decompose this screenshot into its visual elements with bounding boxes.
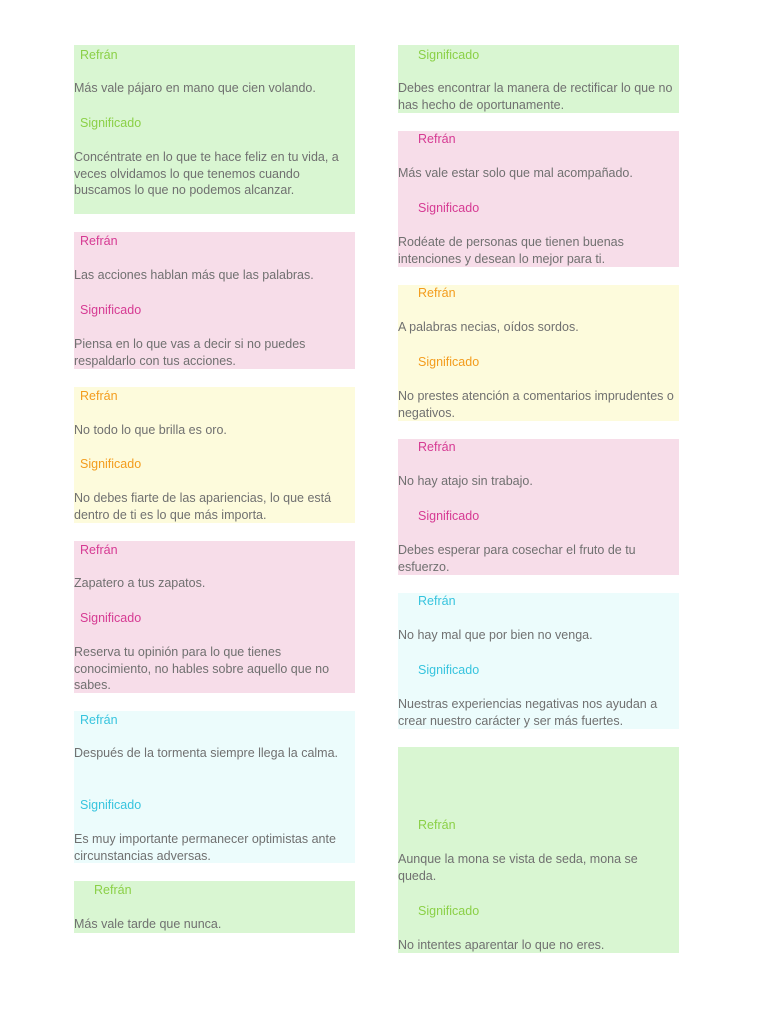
refran-label: Refrán <box>80 713 118 727</box>
significado-label: Significado <box>418 48 480 62</box>
meaning-text: Es muy importante permanecer optimistas ante circunstancias adversas. <box>74 832 336 863</box>
proverb-text: Más vale pájaro en mano que cien volando. <box>74 81 316 95</box>
significado-label: Significado <box>418 355 480 369</box>
meaning-text: No prestes atención a comentarios imprudentes o negativos. <box>398 389 674 420</box>
proverb-card-cyan <box>398 593 679 729</box>
proverb-card-green <box>398 45 679 113</box>
proverb-text: No todo lo que brilla es oro. <box>74 423 227 437</box>
refran-label: Refrán <box>80 543 118 557</box>
proverb-text: Las acciones hablan más que las palabras. <box>74 268 314 282</box>
meaning-text: No debes fiarte de las apariencias, lo que está dentro de ti es lo que más importa. <box>74 491 332 522</box>
meaning-text: Debes esperar para cosechar el fruto de tu esfuerzo. <box>398 543 636 574</box>
significado-label: Significado <box>80 611 142 625</box>
proverb-card-pink <box>74 541 355 693</box>
proverb-text: Aunque la mona se vista de seda, mona se queda. <box>398 852 638 883</box>
proverb-card-cyan <box>74 711 355 863</box>
significado-label: Significado <box>80 798 142 812</box>
proverb-text: No hay mal que por bien no venga. <box>398 628 593 642</box>
refran-label: Refrán <box>80 234 118 248</box>
refran-label: Refrán <box>418 818 456 832</box>
meaning-text: Rodéate de personas que tienen buenas intenciones y desean lo mejor para ti. <box>398 235 624 266</box>
proverb-card-pink <box>398 131 679 267</box>
refran-label: Refrán <box>94 883 132 897</box>
significado-label: Significado <box>418 509 480 523</box>
refran-label: Refrán <box>80 48 118 62</box>
proverb-text: No hay atajo sin trabajo. <box>398 474 533 488</box>
significado-label: Significado <box>80 116 142 130</box>
proverb-card-yellow <box>74 387 355 523</box>
meaning-text: Piensa en lo que vas a decir si no puedes respaldarlo con tus acciones. <box>74 337 306 368</box>
proverb-card-green <box>74 45 355 214</box>
proverb-card-yellow <box>398 285 679 421</box>
proverb-text: Más vale estar solo que mal acompañado. <box>398 166 633 180</box>
significado-label: Significado <box>80 457 142 471</box>
proverb-text: Más vale tarde que nunca. <box>74 917 222 931</box>
refran-label: Refrán <box>418 594 456 608</box>
significado-label: Significado <box>418 904 480 918</box>
significado-label: Significado <box>418 201 480 215</box>
refran-label: Refrán <box>418 440 456 454</box>
significado-label: Significado <box>418 663 480 677</box>
meaning-text: Debes encontrar la manera de rectificar lo que no has hecho de oportunamente. <box>398 81 673 112</box>
proverb-card-green <box>398 747 679 953</box>
significado-label: Significado <box>80 303 142 317</box>
proverb-card-pink <box>74 232 355 369</box>
proverb-card-green <box>74 881 355 933</box>
proverb-card-pink <box>398 439 679 575</box>
refran-label: Refrán <box>418 132 456 146</box>
meaning-text: Nuestras experiencias negativas nos ayudan a crear nuestro carácter y ser más fuertes. <box>398 697 658 728</box>
refran-label: Refrán <box>80 389 118 403</box>
proverb-text: Después de la tormenta siempre llega la calma. <box>74 746 339 760</box>
proverb-text: A palabras necias, oídos sordos. <box>398 320 579 334</box>
meaning-text: Concéntrate en lo que te hace feliz en tu vida, a veces olvidamos lo que tenemos cuando buscamos lo que no podemos alcanzar. <box>74 150 339 197</box>
meaning-text: No intentes aparentar lo que no eres. <box>398 938 605 952</box>
refran-label: Refrán <box>418 286 456 300</box>
meaning-text: Reserva tu opinión para lo que tienes conocimiento, no hables sobre aquello que no sabes. <box>74 645 330 692</box>
proverb-text: Zapatero a tus zapatos. <box>74 576 206 590</box>
